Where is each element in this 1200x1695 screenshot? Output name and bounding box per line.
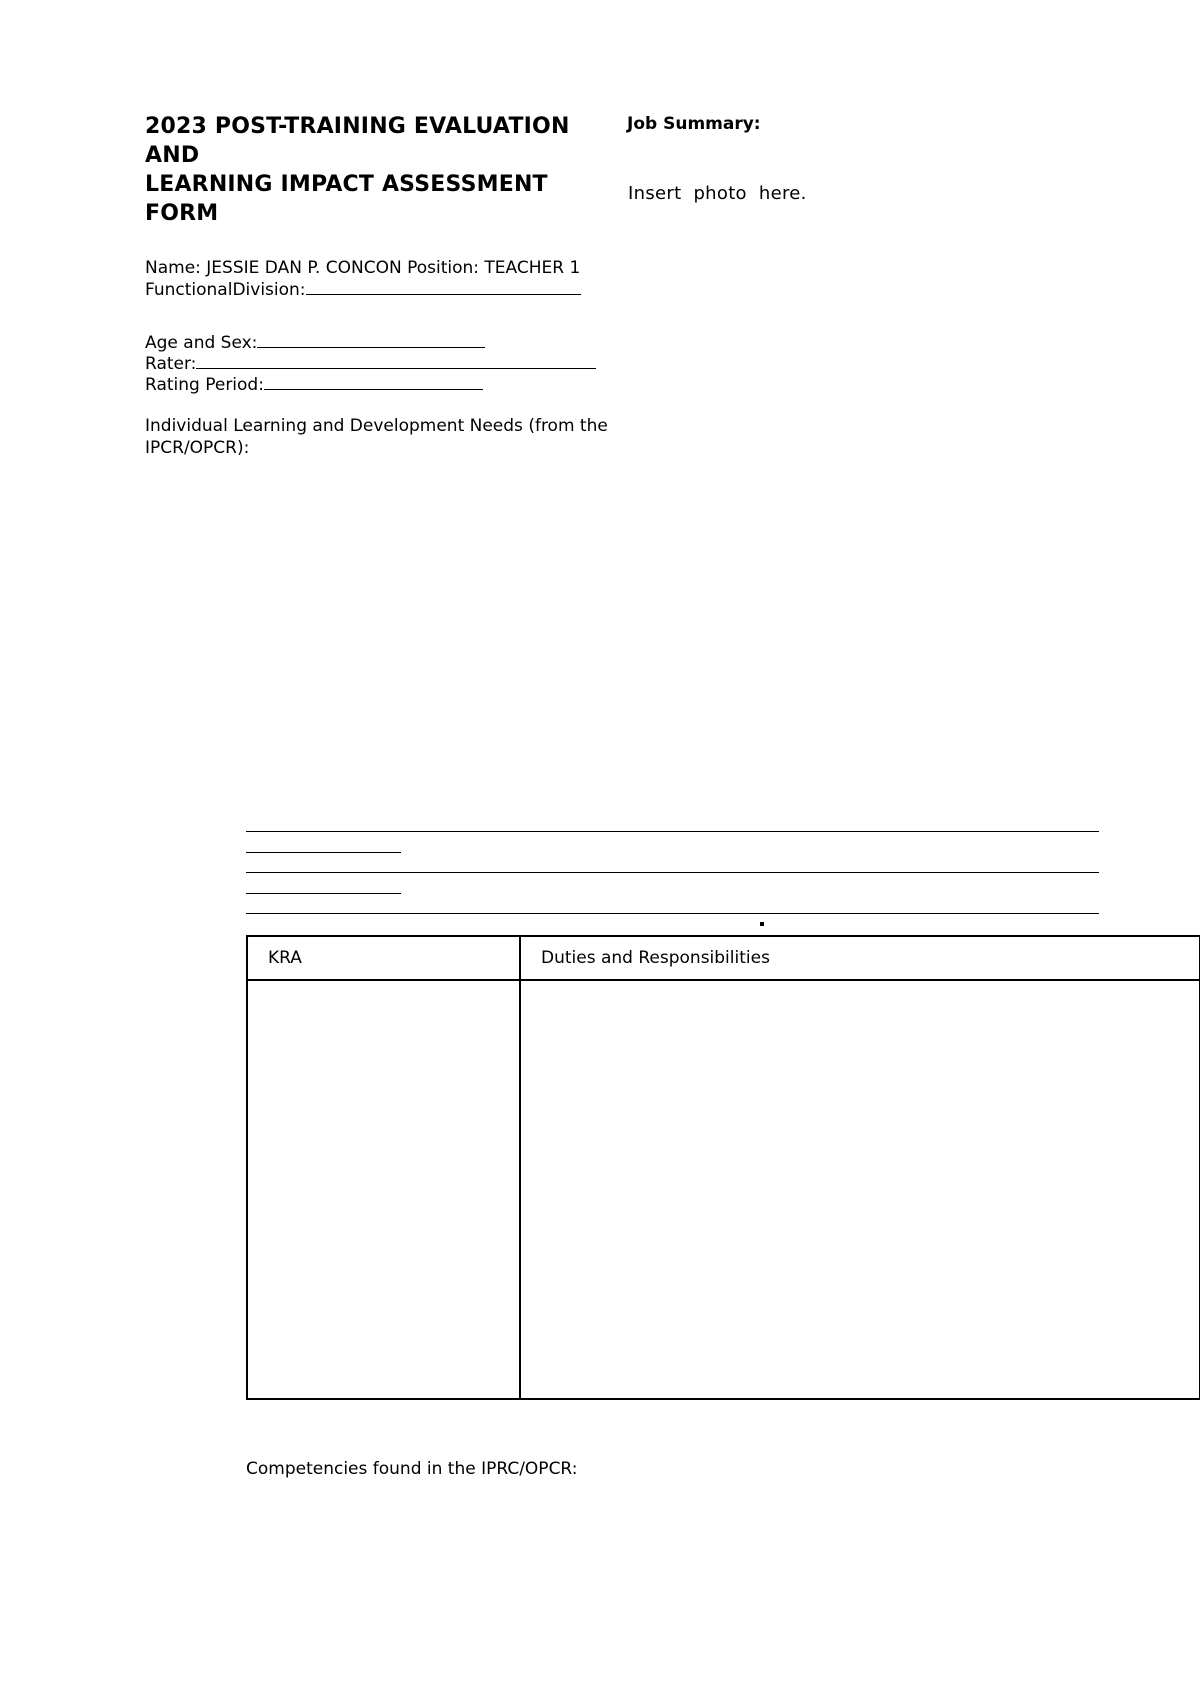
age-sex-field[interactable] xyxy=(145,332,485,354)
job-summary-line-2b xyxy=(246,893,401,894)
rating-period-blank[interactable] xyxy=(264,374,483,390)
functional-division-label: FunctionalDivision: xyxy=(145,280,306,300)
duties-cell[interactable] xyxy=(520,980,1200,1399)
table-header-row xyxy=(247,936,1200,980)
learning-needs-label: Individual Learning and Development Needs (from the IPCR/OPCR): xyxy=(145,416,608,458)
job-summary-line-3 xyxy=(246,913,1099,914)
kra-header: KRA xyxy=(247,936,520,980)
competencies-label: Competencies found in the IPRC/OPCR: xyxy=(246,1459,578,1479)
title-line-3: LEARNING IMPACT ASSESSMENT xyxy=(145,172,548,197)
title-line-2: AND xyxy=(145,143,200,168)
kra-duties-table xyxy=(246,935,1200,1400)
rating-period-label: Rating Period: xyxy=(145,375,264,395)
title-line-1: 2023 POST-TRAINING EVALUATION xyxy=(145,114,570,139)
rating-period-field[interactable] xyxy=(145,374,483,396)
duties-header: Duties and Responsibilities xyxy=(520,936,1200,980)
age-sex-label: Age and Sex: xyxy=(145,333,258,353)
rater-label: Rater: xyxy=(145,354,197,374)
job-summary-line-1b xyxy=(246,852,401,853)
title-line-4: FORM xyxy=(145,201,219,226)
functional-division-field[interactable] xyxy=(145,279,581,301)
form-title xyxy=(145,112,625,228)
table-row xyxy=(247,980,1200,1399)
job-summary-label: Job Summary: xyxy=(627,114,761,134)
photo-placeholder: Insert photo here. xyxy=(628,183,807,204)
functional-division-blank[interactable] xyxy=(306,279,581,295)
job-summary-line-2 xyxy=(246,872,1099,873)
job-summary-line-1 xyxy=(246,831,1099,832)
kra-cell[interactable] xyxy=(247,980,520,1399)
period-mark xyxy=(760,922,764,926)
age-sex-blank[interactable] xyxy=(257,332,485,348)
name-position-line: Name: JESSIE DAN P. CONCON Position: TEACHER 1 xyxy=(145,258,581,278)
rater-blank[interactable] xyxy=(196,353,596,369)
rater-field[interactable] xyxy=(145,353,596,375)
